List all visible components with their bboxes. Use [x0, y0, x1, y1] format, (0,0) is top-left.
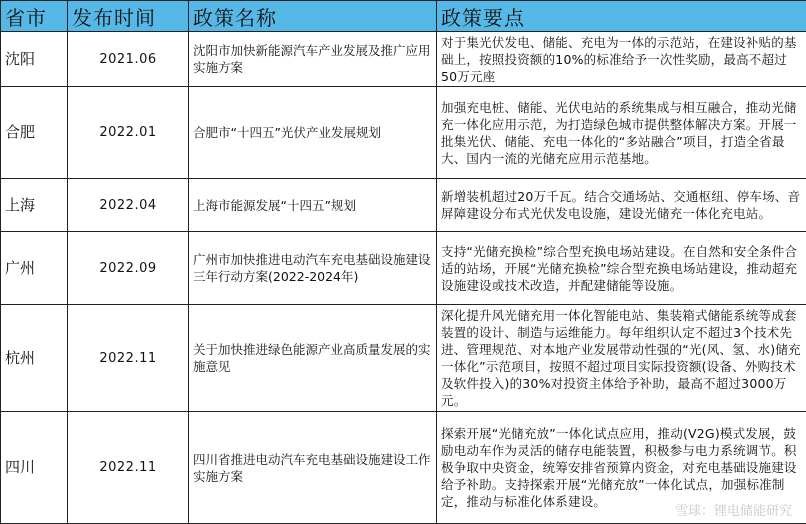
row-policy-points: 深化提升风光储充用一体化智能电站、集装箱式储能系统等成套装置的设计、制造与运维能力。每年组织认定不超过3个技术先进、管理规范、对本地产业发展带动性强的“光(风、氢、水)储充一体化”示范项目，按照不超过项目实际投资额(设备、外购技术及软件投入)的30%对投资主体给予补助，最高不超过3000万元。	[437, 305, 806, 412]
header-policy-points: 政策要点	[437, 1, 806, 32]
row-date: 2022.11	[68, 412, 189, 524]
row-policy-points: 探索开展“光储充放”一体化试点应用，推动(V2G)模式发展，鼓励电动车作为灵活的储存电能装置，积极参与电力系统调节。积极争取中央资金，统筹安排省预算内资金，对充电基础设施建设给予补助。支持探索开展“光储充放”一体化试点，加强标准制定，推动与标准化体系建设。	[437, 412, 806, 524]
row-policy-points: 对于集光伏发电、储能、充电为一体的示范站，在建设补贴的基础上，按照投资额的10%的标准给予一次性奖励，最高不超过50万元座	[437, 32, 806, 87]
row-policy-points: 加强充电桩、储能、光伏电站的系统集成与相互融合，推动光储充一体化应用示范，为打造绿色城市提供整体解决方案。开展一批集光伏、储能、充电一体化的“多站融合”项目，打造全省最大、国内一流的光储充应用示范基地。	[437, 87, 806, 179]
row-date: 2022.01	[68, 87, 189, 179]
watermark-text: 雪球：锂电储能研究	[675, 500, 792, 519]
row-date: 2022.11	[68, 305, 189, 412]
row-policy-points: 新增装机超过20万千瓦。结合交通场站、交通枢纽、停车场、音屏障建设分布式光伏发电设施，建设光储充一体化充电站。	[437, 179, 806, 232]
table-row	[1, 87, 806, 179]
table-row	[1, 32, 806, 87]
table-row	[1, 305, 806, 412]
row-policy-points: 支持“光储充换检”综合型充换电场站建设。在自然和安全条件合适的站场，开展“光储充换检”综合型充换电场站建设，推动超充设施建设或技术改造，并配建储能等设施。	[437, 232, 806, 305]
header-policy-name: 政策名称	[189, 1, 437, 32]
row-policy-name: 合肥市“十四五”光伏产业发展规划	[189, 87, 437, 179]
header-date: 发布时间	[68, 1, 189, 32]
header-row	[1, 1, 806, 32]
row-city: 广州	[1, 232, 68, 305]
row-date: 2022.04	[68, 179, 189, 232]
row-date: 2021.06	[68, 32, 189, 87]
row-date: 2022.09	[68, 232, 189, 305]
row-city: 沈阳	[1, 32, 68, 87]
row-policy-name: 四川省推进电动汽车充电基础设施建设工作实施方案	[189, 412, 437, 524]
row-city: 合肥	[1, 87, 68, 179]
row-policy-name: 沈阳市加快新能源汽车产业发展及推广应用实施方案	[189, 32, 437, 87]
row-policy-name: 上海市能源发展“十四五”规划	[189, 179, 437, 232]
table-row	[1, 232, 806, 305]
header-province: 省市	[1, 1, 68, 32]
row-policy-name: 广州市加快推进电动汽车充电基础设施建设三年行动方案(2022-2024年)	[189, 232, 437, 305]
row-city: 四川	[1, 412, 68, 524]
table-row	[1, 179, 806, 232]
row-policy-name: 关于加快推进绿色能源产业高质量发展的实施意见	[189, 305, 437, 412]
row-city: 杭州	[1, 305, 68, 412]
row-city: 上海	[1, 179, 68, 232]
